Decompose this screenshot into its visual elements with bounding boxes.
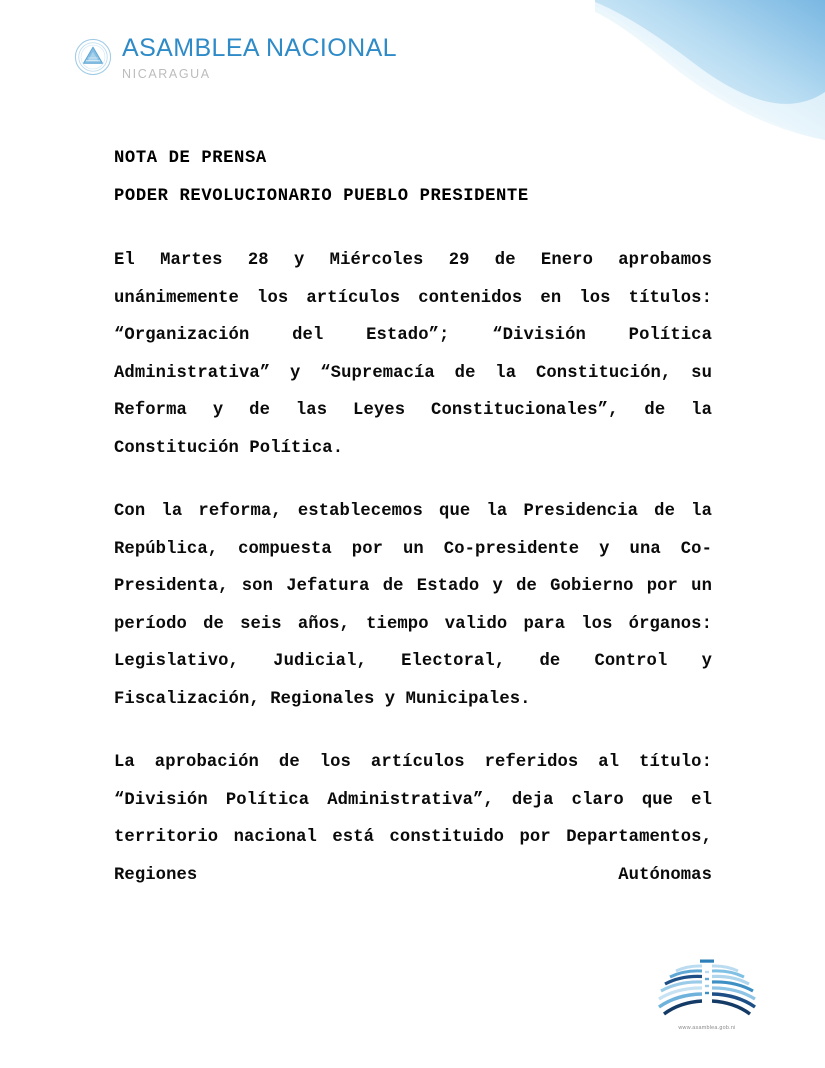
document-body — [114, 140, 712, 894]
brand-text — [122, 36, 397, 81]
national-seal-triangle-icon — [74, 38, 112, 76]
footer-logo — [648, 958, 766, 1031]
paragraph-3: La aprobación de los artículos referidos al título: “División Política Administrativa”, deja claro que el territorio nacional está constituido por Departamentos, Regiones Autónomas — [114, 753, 712, 885]
paragraph-2: Con la reforma, establecemos que la Presidencia de la República, compuesta por un Co-presidente y una Co-Presidenta, son Jefatura de Estado y de Gobierno por un período de seis años, tiempo valido para los órganos: Legislativo, Judicial, Electoral, de Control y Fiscalización, Regionales y Municipales. — [114, 502, 712, 709]
document-heading — [114, 140, 712, 216]
masthead — [74, 36, 397, 81]
brand-subtitle: NICARAGUA — [122, 67, 211, 81]
blue-gradient-swoosh-icon — [595, 0, 825, 140]
paragraph-1: El Martes 28 y Miércoles 29 de Enero aprobamos unánimemente los artículos contenidos en los títulos: “Organización del Estado”; “División Política Administrativa” y “Supremacía de la Constitución, su Reforma y de las Leyes Constitucionales”, de la Constitución Política. — [114, 251, 712, 458]
heading-line-nota-de-prensa: NOTA DE PRENSA — [114, 149, 267, 168]
seal-graphic — [74, 38, 112, 76]
heading-line-slogan: PODER REVOLUCIONARIO PUEBLO PRESIDENTE — [114, 187, 529, 206]
assembly-hemicycle-icon — [652, 958, 762, 1020]
footer-website-url: www.asamblea.gob.ni — [678, 1025, 736, 1031]
header-swoosh-decoration — [595, 0, 825, 140]
brand-title: ASAMBLEA NACIONAL — [122, 34, 397, 62]
